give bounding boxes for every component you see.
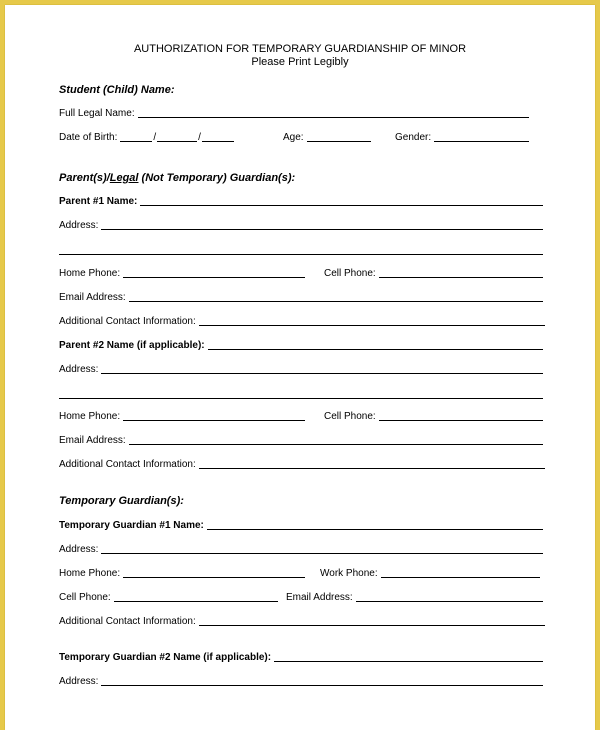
form-subtitle: Please Print Legibly <box>251 56 349 68</box>
parent2-email-label: Email Address: <box>59 435 126 446</box>
dob-separator: / <box>153 132 157 143</box>
gender-field[interactable] <box>395 132 529 144</box>
guardian2-name-line[interactable] <box>274 661 543 662</box>
full-legal-name-label: Full Legal Name: <box>59 108 135 119</box>
parent1-address-field[interactable] <box>59 220 543 232</box>
parent2-address-line[interactable] <box>101 373 543 374</box>
parent1-additional-line[interactable] <box>199 325 545 326</box>
parent1-cell-phone-label: Cell Phone: <box>324 268 376 279</box>
guardian1-work-phone-field[interactable] <box>320 568 540 580</box>
full-legal-name-line[interactable] <box>138 117 529 118</box>
parent1-cell-phone-field[interactable] <box>324 268 543 280</box>
parent1-email-field[interactable] <box>59 292 543 304</box>
parent2-email-line[interactable] <box>129 444 543 445</box>
dob-label: Date of Birth: <box>59 132 118 143</box>
guardian1-work-phone-label: Work Phone: <box>320 568 378 579</box>
gender-line[interactable] <box>434 141 529 142</box>
age-line[interactable] <box>307 141 371 142</box>
parent1-name-line[interactable] <box>140 205 543 206</box>
guardian1-address-field[interactable] <box>59 544 543 556</box>
guardian1-email-field[interactable] <box>286 592 543 604</box>
guardian1-home-phone-label: Home Phone: <box>59 568 121 579</box>
parent2-cell-phone-line[interactable] <box>379 420 543 421</box>
parent1-address-line-2[interactable] <box>59 254 543 255</box>
parent1-name-field[interactable] <box>59 196 543 208</box>
parent2-home-phone-label: Home Phone: <box>59 411 121 422</box>
guardian1-additional-label: Additional Contact Information: <box>59 616 196 627</box>
parent2-address-label: Address: <box>59 364 99 375</box>
parent1-address-label: Address: <box>59 220 99 231</box>
guardian1-cell-phone-label: Cell Phone: <box>59 592 111 603</box>
parent1-home-phone-label: Home Phone: <box>59 268 121 279</box>
parent2-email-field[interactable] <box>59 435 543 447</box>
guardian1-cell-phone-field[interactable] <box>59 592 278 604</box>
parent2-cell-phone-field[interactable] <box>324 411 543 423</box>
guardian2-address-field[interactable] <box>59 676 543 688</box>
parent2-address-line-2[interactable] <box>59 398 543 399</box>
parents-heading: Parent(s)/Legal (Not Temporary) Guardian(s): <box>59 172 296 184</box>
parent2-cell-phone-label: Cell Phone: <box>324 411 376 422</box>
dob-day-line[interactable] <box>157 141 197 142</box>
parent2-additional-field[interactable] <box>59 459 545 471</box>
guardian1-address-label: Address: <box>59 544 99 555</box>
guardian2-name-label: Temporary Guardian #2 Name (if applicable): <box>59 652 272 663</box>
dob-year-line[interactable] <box>202 141 234 142</box>
temporary-heading: Temporary Guardian(s): <box>59 495 184 507</box>
dob-field[interactable] <box>59 132 235 144</box>
parent1-home-phone-field[interactable] <box>59 268 305 280</box>
gender-label: Gender: <box>395 132 432 143</box>
parent1-name-label: Parent #1 Name: <box>59 196 138 207</box>
parent2-name-line[interactable] <box>208 349 543 350</box>
guardian1-name-field[interactable] <box>59 520 543 532</box>
parent2-name-field[interactable] <box>59 340 543 352</box>
parent1-email-label: Email Address: <box>59 292 126 303</box>
parent1-additional-label: Additional Contact Information: <box>59 316 196 327</box>
parent1-cell-phone-line[interactable] <box>379 277 543 278</box>
guardian1-name-label: Temporary Guardian #1 Name: <box>59 520 204 531</box>
parent2-home-phone-field[interactable] <box>59 411 305 423</box>
guardian2-address-label: Address: <box>59 676 99 687</box>
bottom-fade <box>5 690 595 730</box>
parent1-email-line[interactable] <box>129 301 543 302</box>
parent1-address-line[interactable] <box>101 229 543 230</box>
guardian1-email-label: Email Address: <box>286 592 353 603</box>
parent1-additional-field[interactable] <box>59 316 545 328</box>
guardian1-additional-field[interactable] <box>59 616 545 628</box>
guardian2-name-field[interactable] <box>59 652 543 664</box>
age-label: Age: <box>283 132 304 143</box>
guardian1-home-phone-line[interactable] <box>123 577 305 578</box>
dob-month-line[interactable] <box>120 141 152 142</box>
guardian1-work-phone-line[interactable] <box>381 577 540 578</box>
parent2-additional-line[interactable] <box>199 468 545 469</box>
guardian1-cell-phone-line[interactable] <box>114 601 278 602</box>
guardian1-email-line[interactable] <box>356 601 543 602</box>
guardian2-address-line[interactable] <box>101 685 543 686</box>
parent2-additional-label: Additional Contact Information: <box>59 459 196 470</box>
student-heading: Student (Child) Name: <box>59 84 175 96</box>
guardian1-home-phone-field[interactable] <box>59 568 305 580</box>
full-legal-name-field[interactable] <box>59 108 529 120</box>
guardian1-name-line[interactable] <box>207 529 543 530</box>
form-title: AUTHORIZATION FOR TEMPORARY GUARDIANSHIP OF MINOR <box>133 43 467 55</box>
parent2-address-field[interactable] <box>59 364 543 376</box>
parent1-home-phone-line[interactable] <box>123 277 305 278</box>
parent2-home-phone-line[interactable] <box>123 420 305 421</box>
guardian1-address-line[interactable] <box>101 553 543 554</box>
form-page <box>5 5 595 730</box>
dob-separator: / <box>198 132 201 143</box>
age-field[interactable] <box>283 132 371 144</box>
guardian1-additional-line[interactable] <box>199 625 545 626</box>
parent2-name-label: Parent #2 Name (if applicable): <box>59 340 205 351</box>
